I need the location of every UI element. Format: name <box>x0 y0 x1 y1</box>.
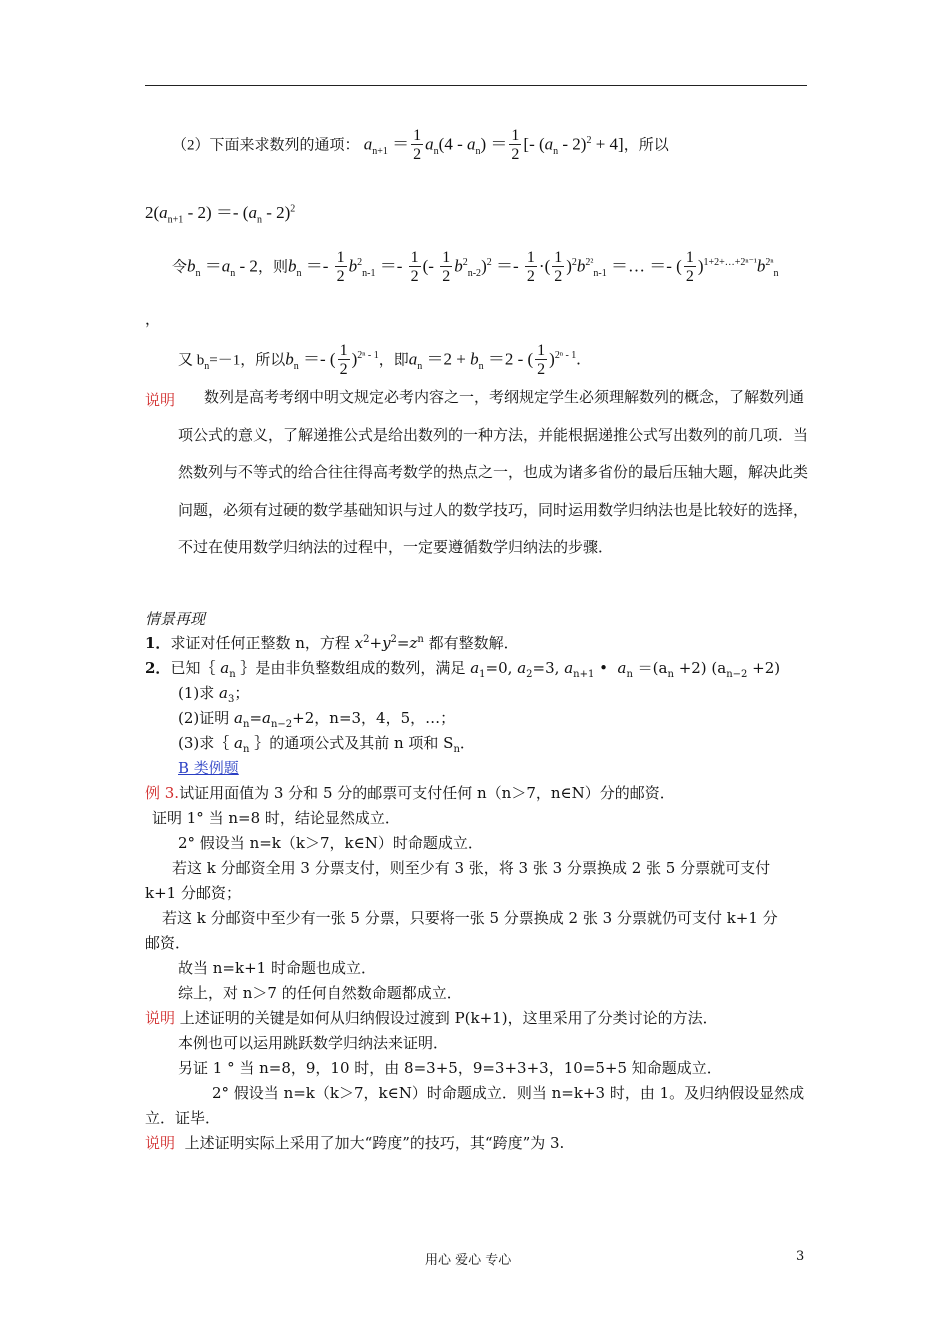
subquestion-1: (1)求 $a_3$； <box>178 684 250 705</box>
proof-text: 若这 k 分邮资全用 3 分票支付，则至少有 3 张，将 3 张 3 分票换成 2 张 5 分票就可支付 <box>172 859 771 877</box>
note-text: 本例也可以运用跳跃数学归纳法来证明． <box>178 1034 449 1052</box>
proof-text: 故当 n=k+1 时命题也成立． <box>178 959 376 977</box>
note-paragraph: 数列是高考考纲中明文规定必考内容之一，考纲规定学生必须理解数列的概念，了解数列通项公式的意义，了解递推公式是给出数列的一种方法，并能根据递推公式写出数列的前几项．当然数列与不等式的给合往往得高考数学的热点之一，也成为诸多省份的最后压轴大题，解决此类问题，必须有过硬的数学基础知识与过人的数学技巧，同时运用数学归纳法也是比较好的选择，不过在使用数学归纳法的过程中，一定要遵循数学归纳法的步骤． <box>178 388 809 556</box>
header-rule <box>145 85 807 86</box>
problem-text: ｝的通项公式及其前 n 项和 S <box>254 734 454 752</box>
problem-text: (2)证明 <box>178 709 235 727</box>
example-label: 例 3. <box>145 784 180 802</box>
problem-1: 1．求证对任何正整数 n，方程 $x^2+y^2=z^n$ 都有整数解． <box>145 634 519 652</box>
problem-text: ． <box>459 734 475 752</box>
note-label: 说明 <box>145 391 176 409</box>
proof-conclusion: 综上，对 n＞7 的任何自然数命题都成立． <box>178 984 462 1002</box>
problem-text: 都有整数解． <box>428 634 519 652</box>
footer-text: 用心 爱心 专心 <box>425 1253 512 1268</box>
proof-step-1: 证明 1° 当 n=8 时，结论显然成立． <box>152 809 400 827</box>
note-text: 2° 假设当 n=k（k＞7，k∈N）时命题成立．则当 n=k+3 时，由 1。及归纳假设显然成 <box>212 1084 805 1102</box>
note-text: 立．证毕． <box>145 1109 221 1127</box>
note-text: 另证 1 ° 当 n=8，9，10 时，由 8=3+5，9=3+3+3，10=5+5 知命题成立． <box>178 1059 722 1077</box>
formula-text: 又 b <box>178 352 205 369</box>
formula-line-2: $2(a_{n+1} - 2) =- (a_n - 2)^2$ <box>145 203 296 226</box>
formula-text: ，则 <box>257 259 288 276</box>
note-2 <box>145 1007 718 1028</box>
formula-text: 令 <box>172 259 188 276</box>
proof-step-2: 2° 假设当 n=k（k＞7，k∈N）时命题成立． <box>178 834 483 852</box>
note-label: 说明 <box>145 1009 176 1027</box>
formula-text: ，所以 <box>623 137 669 154</box>
note-text: 上述证明实际上采用了加大“跨度”的技巧，其“跨度”为 3. <box>184 1134 565 1152</box>
formula-text: =－1，所以 <box>209 352 286 369</box>
formula-text: （2）下面来求数列的通项： <box>172 137 360 154</box>
proof-text: 邮资． <box>145 934 191 952</box>
subquestion-3: (3)求｛ $a_n$ ｝的通项公式及其前 n 项和 $S_n$． <box>178 734 475 755</box>
problem-text: (1)求 <box>178 684 220 702</box>
page-number: 3 <box>796 1249 805 1264</box>
problem-number: 2． <box>145 659 171 677</box>
subquestion-2: (2)证明 $a_n=a_{n-2}+2$，n=3，4，5，…； <box>178 709 456 730</box>
section-heading: 情景再现 <box>145 610 206 628</box>
problem-text: 已知｛ <box>170 659 216 677</box>
problem-2: 2．已知｛ $a_n$ ｝是由非负整数组成的数列，满足 $a_1=0$, $a_2=3$, $a_{n+1}$ • $a_n =(a_n +2)$ $(a_{n-2} +2)$ <box>145 659 781 680</box>
proof-text: 若这 k 分邮资中至少有一张 5 分票，只要将一张 5 分票换成 2 张 3 分票就仍可支付 k+1 分 <box>162 909 778 927</box>
formula-line-3: 令$b_n =a_n - 2$，则$b_n$ ＝- $\frac{1}{2}$ $b^2_{n-1}$ ＝- $\frac{1}{2}$ (- $\frac{1}{2}$ $b^2_{n-2})^2$ ＝- $\frac{1}{2}$ ·( $\frac{1}{2}$ )$^2b^{2^2}_{n-1}$ ＝… ＝- ( $\frac{1}{2}$ )$^{1+2+\dots+2^{n-1}}b^{2^n}_n$ <box>172 249 779 285</box>
class-b-link[interactable]: B 类例题 <box>178 759 239 777</box>
problem-text: 求证对任何正整数 n，方程 <box>170 634 355 652</box>
example-3 <box>145 782 675 803</box>
note-3 <box>145 1132 564 1153</box>
problem-text: +2) <box>747 659 781 677</box>
formula-text: ，即 <box>378 352 409 369</box>
example-text: 试证用面值为 3 分和 5 分的邮票可支付任何 n（n＞7，n∈N）分的邮资． <box>179 784 675 802</box>
note-label: 说明 <box>145 1134 176 1152</box>
formula-line-4: ， <box>145 310 161 328</box>
problem-number: 1． <box>145 634 171 652</box>
proof-text: k+1 分邮资； <box>145 884 241 902</box>
note-text: 上述证明的关键是如何从归纳假设过渡到 P(k+1)，这里采用了分类讨论的方法． <box>179 1009 718 1027</box>
problem-text: +2) (a <box>673 659 727 677</box>
problem-text: ，n=3，4，5，…； <box>314 709 456 727</box>
formula-line-5: 又 $b_n=-1$，所以$b_n$ ＝- ( $\frac{1}{2}$ )$^{2^n - 1}$，即$a_n =2 + b_n =2$ - ( $\frac{1}{2}$ )$^{2^n - 1}$. <box>178 342 581 378</box>
problem-text: ｝是由非负整数组成的数列，满足 <box>240 659 466 677</box>
problem-text: (3)求｛ <box>178 734 230 752</box>
problem-text: ＝(a <box>637 659 668 677</box>
formula-line-1: （2）下面来求数列的通项： $a_{n+1}$ ＝ $\frac{1}{2}$ $a_n(4 - a_n)$ ＝ $\frac{1}{2}$ [- $(a_n - 2)^2 + 4$]，所以 <box>172 127 669 163</box>
